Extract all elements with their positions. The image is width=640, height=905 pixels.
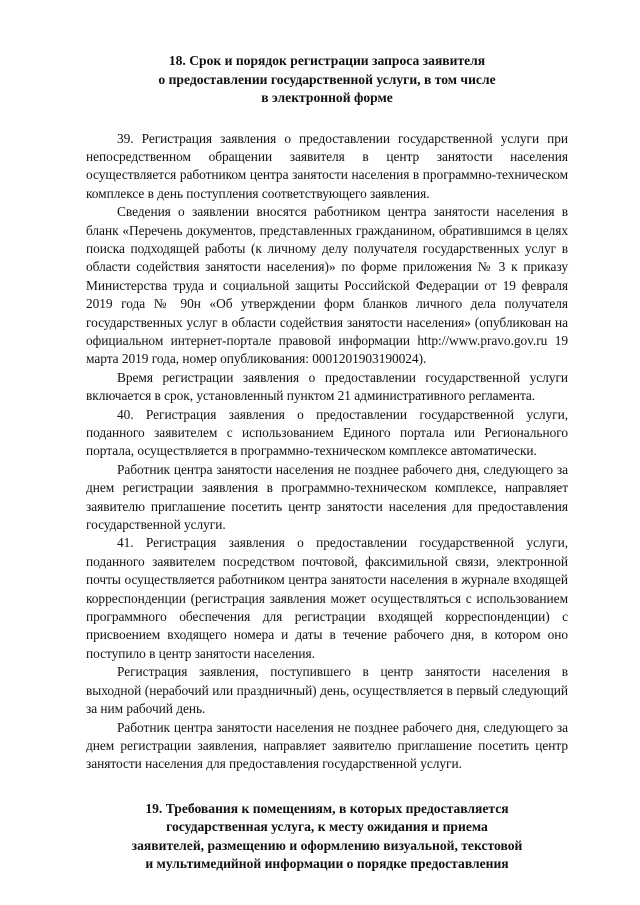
- section-18-heading: [86, 52, 568, 108]
- paragraph-40: 40. Регистрация заявления о предоставлении государственной услуги, поданного заявителем с использованием Единого портала или Регионального портала, осуществляется в программно-техническом комплексе автоматически.: [86, 406, 568, 459]
- paragraph-39: 39. Регистрация заявления о предоставлении государственной услуги при непосредственном обращении заявителя в центр занятости населения осуществляется работником центра занятости населения в программно-техническом комплексе в день поступления соответствующего заявления.: [86, 130, 568, 201]
- section-18-heading-line: о предоставлении государственной услуги, в том числе: [158, 71, 496, 87]
- page-content: [86, 52, 568, 874]
- paragraph-39-time: Время регистрации заявления о предоставлении государственной услуги включается в срок, установленный пунктом 21 административного регламента.: [86, 369, 568, 404]
- paragraph-41-weekend: Регистрация заявления, поступившего в центр занятости населения в выходной (нерабочий или праздничный) день, осуществляется в первый следующий за ним рабочий день.: [86, 664, 568, 717]
- paragraph-41-invitation: Работник центра занятости населения не позднее рабочего дня, следующего за днем регистрации заявления, направляет заявителю приглашение посетить центр занятости населения для предоставления государственной услуги.: [86, 719, 568, 772]
- paragraph-39-details: Сведения о заявлении вносятся работником центра занятости населения в бланк «Перечень документов, представленных гражданином, обратившимся в целях поиска подходящей работы (к личному делу получателя государственных услуг в области содействия занятости населения)» по форме приложения № 3 к приказу Министерства труда и социальной защиты Российской Федерации от 19 февраля 2019 года № 90н «Об утверждении форм бланков личного дела получателя государственных услуг в области содействия занятости населения» (опубликован на официальном интернет-портале правовой информации http://www.pravo.gov.ru 19 марта 2019 года, номер опубликования: 0001201903190024).: [86, 204, 568, 367]
- section-18-heading-line: 18. Срок и порядок регистрации запроса заявителя: [168, 53, 486, 68]
- section-19-heading-line: 19. Требования к помещениям, в которых предоставляется: [145, 800, 509, 816]
- section-19-heading-line: заявителей, размещению и оформлению визуальной, текстовой: [131, 837, 523, 853]
- paragraph-41: 41. Регистрация заявления о предоставлении государственной услуги, поданного заявителем посредством почтовой, факсимильной связи, электронной почты осуществляется работником центра занятости населения в журнале входящей корреспонденции (регистрация заявления может осуществляться с использованием программного обеспечения для регистрации входящей корреспонденции) с присвоением входящего номера и даты в течение рабочего дня, в котором оно поступило в центр занятости населения.: [86, 535, 568, 661]
- section-18-heading-line: в электронной форме: [261, 90, 393, 105]
- section-19-heading-line: государственная услуга, к месту ожидания и приема: [166, 819, 488, 835]
- section-19-heading: [86, 800, 568, 874]
- section-19-heading-line: и мультимедийной информации о порядке предоставления: [145, 856, 509, 872]
- paragraph-40-invitation: Работник центра занятости населения не позднее рабочего дня, следующего за днем регистрации заявления в программно-техническом комплексе, направляет заявителю приглашение посетить центр занятости населения для предоставления государственной услуги.: [86, 461, 568, 533]
